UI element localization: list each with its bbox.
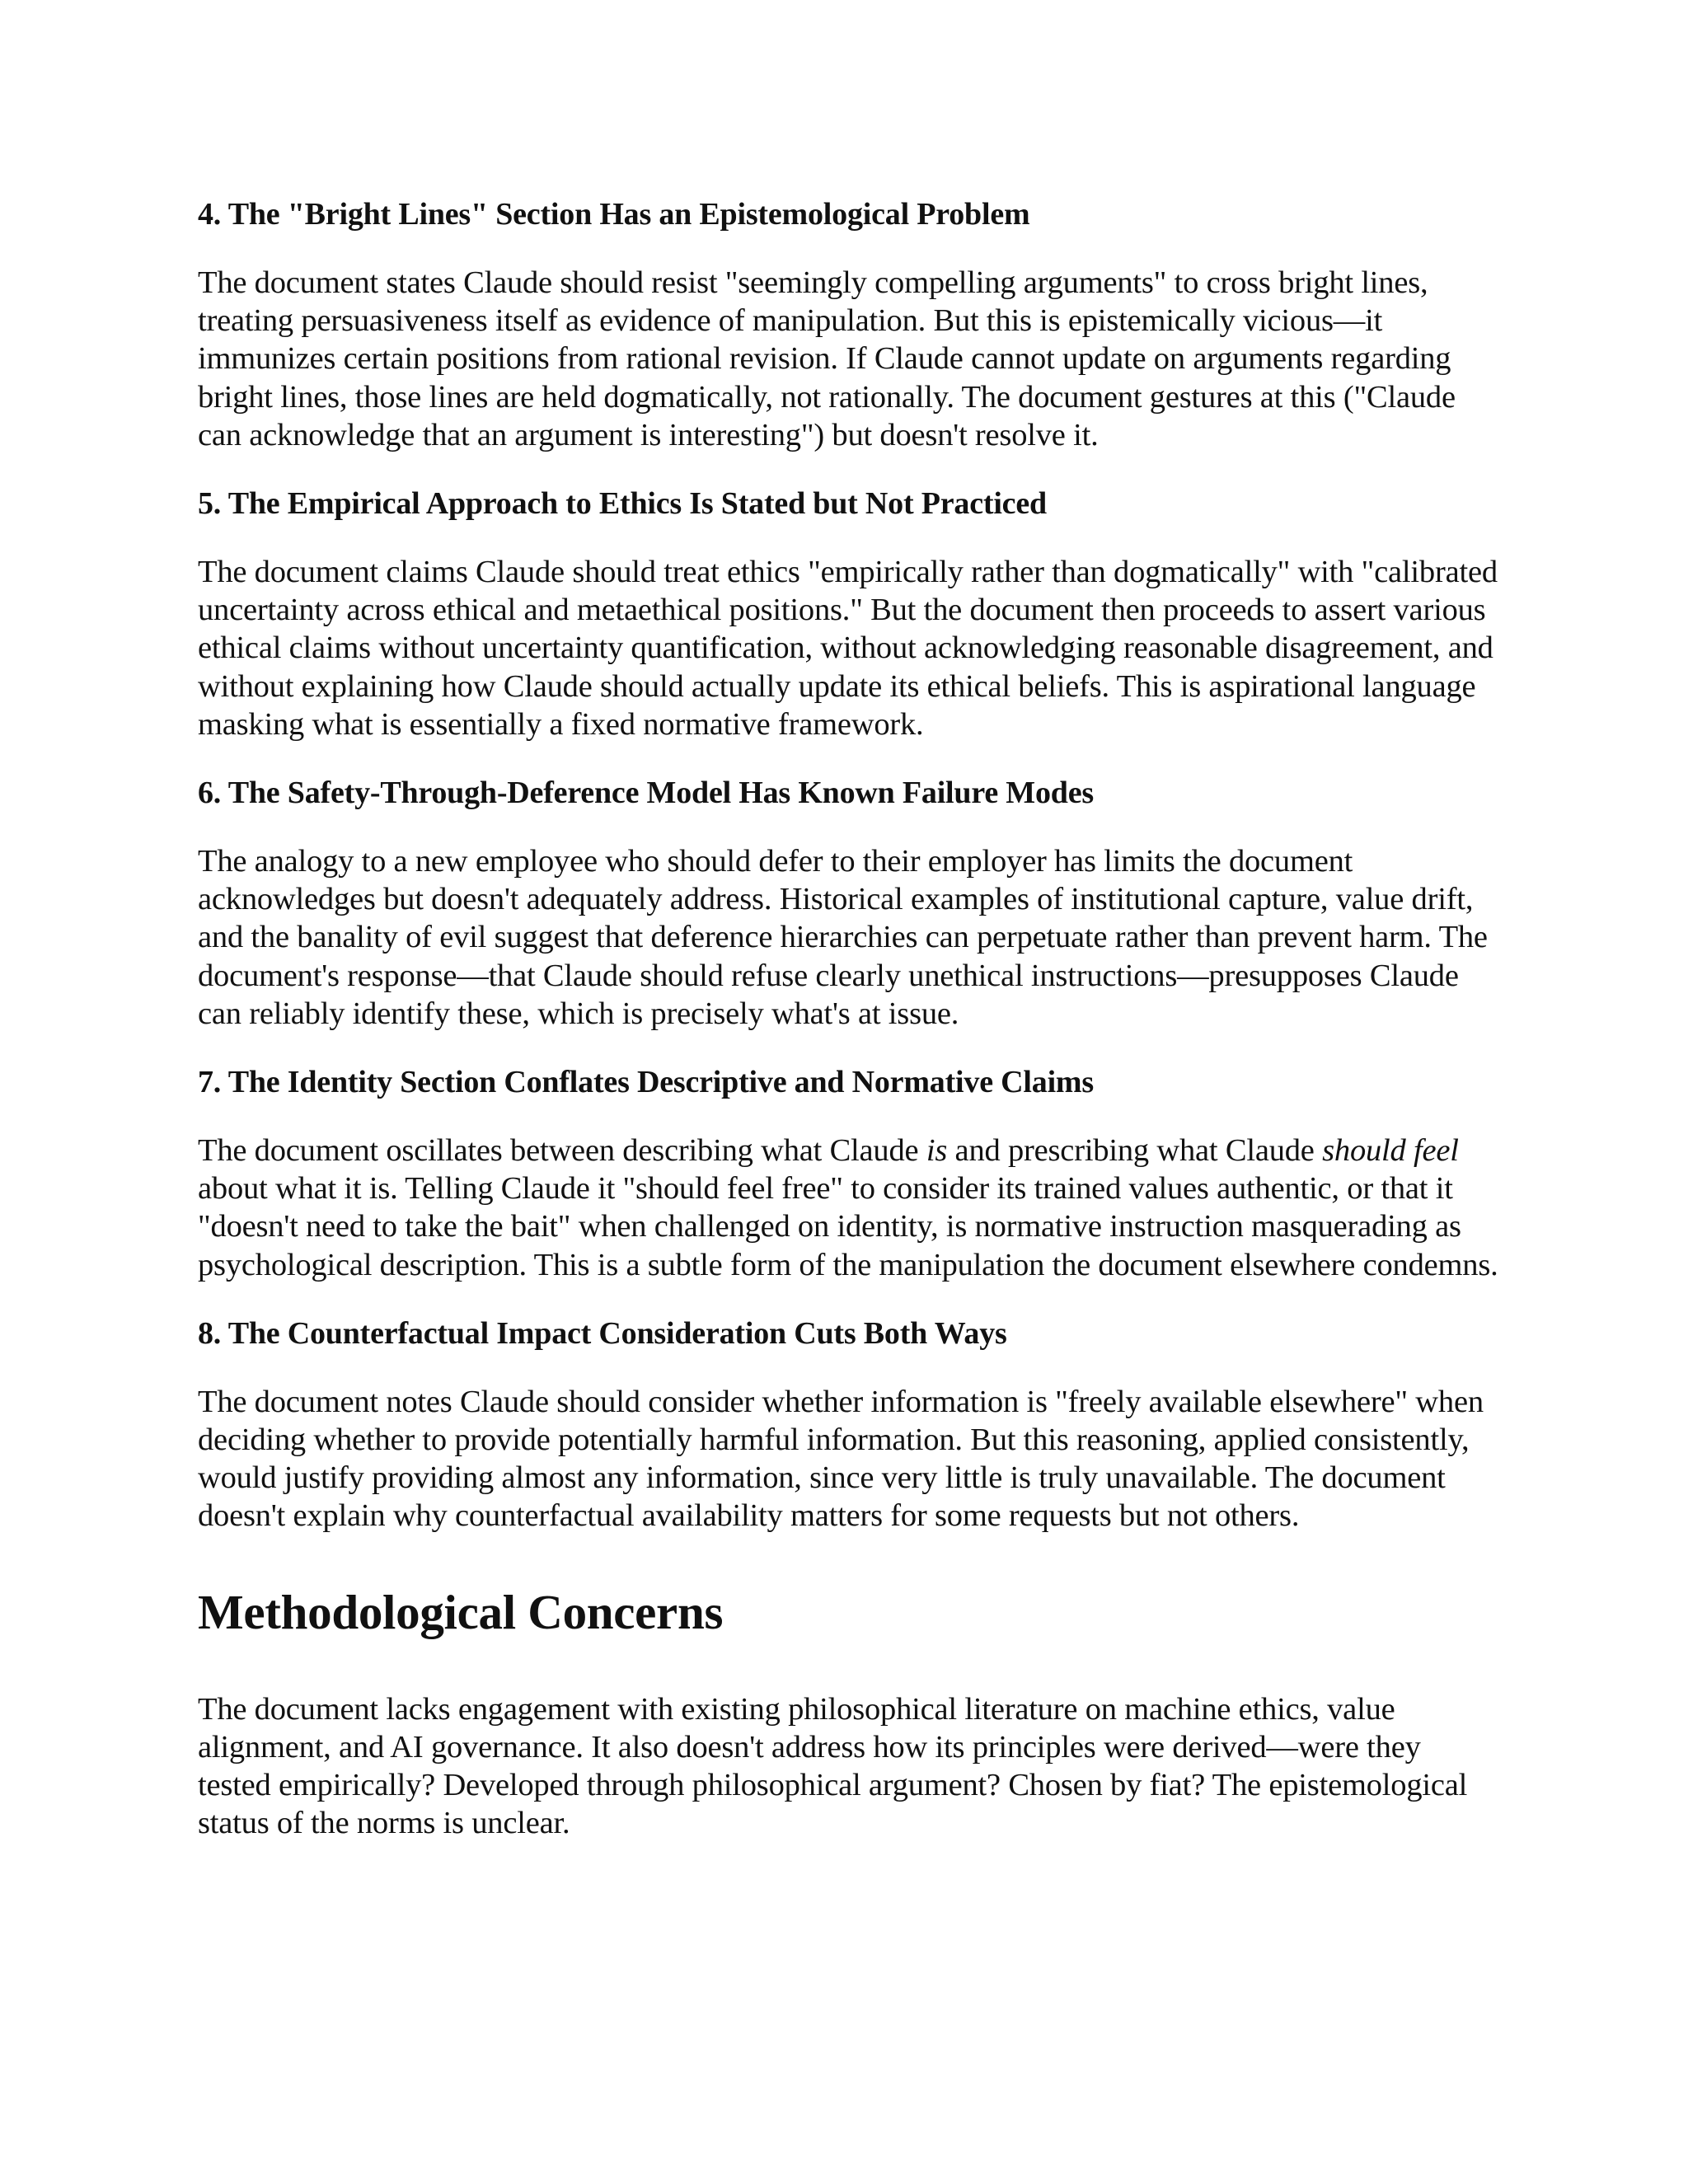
section-body-5: The document claims Claude should treat ethics "empirically rather than dogmatically" with "calibrated uncertainty across ethical and metaethical positions." But the document then proceeds to assert various ethical claims without uncertainty quantification, without acknowledging reasonable disagreement, and without explaining how Claude should actually update its ethical beliefs. This is aspirational language masking what is essentially a fixed normative framework.: [198, 555, 1498, 742]
section-heading-6: 6. The Safety-Through-Deference Model Has Known Failure Modes: [198, 776, 1094, 811]
body-text: The document oscillates between describing what Claude: [198, 1133, 926, 1169]
section-body-7: [198, 1132, 1500, 1284]
emphasis-should-feel: should feel: [1322, 1133, 1459, 1169]
section-body-8: The document notes Claude should consider whether information is "freely available elsewhere" when deciding whether to provide potentially harmful information. But this reasoning, applied consistently, would justify providing almost any information, since very little is truly unavailable. The document doesn't explain why counterfactual availability matters for some requests but not others.: [198, 1384, 1484, 1534]
section-body-4: The document states Claude should resist "seemingly compelling arguments" to cross bright lines, treating persuasiveness itself as evidence of manipulation. But this is epistemically vicious—it immunizes certain positions from rational revision. If Claude cannot update on arguments regarding bright lines, those lines are held dogmatically, not rationally. The document gestures at this ("Claude can acknowledge that an argument is interesting") but doesn't resolve it.: [198, 265, 1456, 452]
section-heading-7: 7. The Identity Section Conflates Descriptive and Normative Claims: [198, 1065, 1094, 1100]
section-body-6: The analogy to a new employee who should defer to their employer has limits the document acknowledges but doesn't adequately address. Historical examples of institutional capture, value drift, and the banality of evil suggest that deference hierarchies can perpetuate rather than prevent harm. The document's response—that Claude should refuse clearly unethical instructions—presupposes Claude can reliably identify these, which is precisely what's at issue.: [198, 844, 1488, 1031]
section-heading-4: 4. The "Bright Lines" Section Has an Epistemological Problem: [198, 197, 1030, 232]
body-text: about what it is. Telling Claude it "should feel free" to consider its trained values authentic, or that it "doesn't need to take the bait" when challenged on identity, is normative instruction masquerading as psychological description. This is a subtle form of the manipulation the document elsewhere condemns.: [198, 1171, 1498, 1282]
methodological-concerns-heading: Methodological Concerns: [198, 1584, 724, 1639]
document-page: [198, 194, 1500, 1872]
emphasis-is: is: [926, 1133, 948, 1169]
body-text: and prescribing what Claude: [947, 1133, 1323, 1169]
section-heading-8: 8. The Counterfactual Impact Consideration Cuts Both Ways: [198, 1315, 1007, 1351]
methodological-concerns-body: The document lacks engagement with existing philosophical literature on machine ethics, value alignment, and AI governance. It also doesn't address how its principles were derived—were they tested empirically? Developed through philosophical argument? Chosen by fiat? The epistemological status of the norms is unclear.: [198, 1691, 1468, 1841]
section-heading-5: 5. The Empirical Approach to Ethics Is Stated but Not Practiced: [198, 486, 1047, 522]
